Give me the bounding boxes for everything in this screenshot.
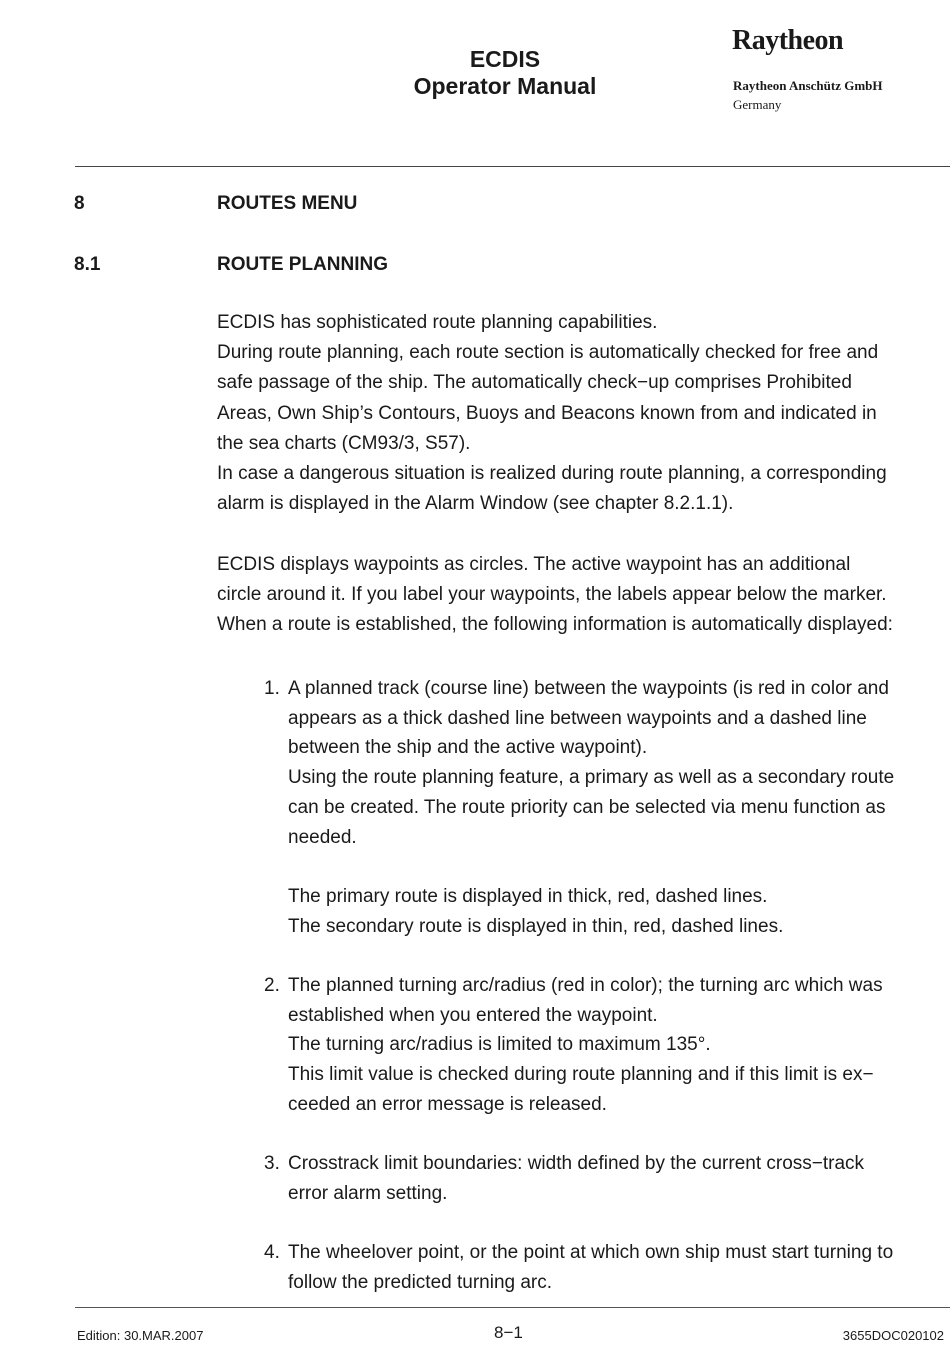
text-line: The planned turning arc/radius (red in color); the turning arc which was (288, 975, 883, 996)
company-country: Germany (733, 97, 782, 112)
body-text (217, 308, 947, 640)
list-item-number: 4. (264, 1242, 280, 1264)
text-line: established when you entered the waypoint. (288, 1004, 658, 1026)
text-line: Using the route planning feature, a primary as well as a secondary route (288, 767, 895, 789)
text-line: error alarm setting. (288, 1182, 448, 1204)
text-line: alarm is displayed in the Alarm Window (see chapter 8.2.1.1). (217, 493, 734, 515)
text-line: ceeded an error message is released. (288, 1093, 607, 1115)
footer-divider (75, 1307, 950, 1308)
text-line: ECDIS displays waypoints as circles. The active waypoint has an additional (217, 553, 851, 575)
text-line: between the ship and the active waypoint). (288, 737, 648, 759)
subsection-title: ROUTE PLANNING (217, 254, 388, 275)
edition-date: Edition: 30.MAR.2007 (77, 1328, 204, 1343)
section-title: ROUTES MENU (217, 193, 358, 214)
text-line: circle around it. If you label your waypoints, the labels appear below the marker. (217, 583, 887, 605)
text-line: the sea charts (CM93/3, S57). (217, 432, 471, 454)
text-line: needed. (288, 826, 357, 848)
paragraph-intro (217, 308, 947, 519)
raytheon-logo: Raytheon (732, 25, 844, 56)
text-line: follow the predicted turning arc. (288, 1272, 553, 1293)
paragraph-waypoints (217, 550, 947, 641)
title-line-1: ECDIS (469, 46, 541, 72)
text-line: can be created. The route priority can be selected via menu function as (288, 796, 886, 818)
text-line: safe passage of the ship. The automatically check−up comprises Prohibited (217, 372, 852, 394)
list-item (217, 1238, 947, 1297)
list-item (217, 674, 947, 941)
text-line: ECDIS has sophisticated route planning capabilities. (217, 312, 658, 333)
text-line: A planned track (course line) between the waypoints (is red in color and (288, 678, 889, 699)
list-item-number: 2. (264, 975, 280, 996)
document-number: 3655DOC020102 (842, 1328, 944, 1343)
text-line: Areas, Own Ship’s Contours, Buoys and Beacons known from and indicated in (217, 402, 877, 424)
text-line: The primary route is displayed in thick, red, dashed lines. (288, 885, 768, 907)
header-divider (75, 166, 950, 167)
text-line: Crosstrack limit boundaries: width defined by the current cross−track (288, 1153, 865, 1175)
document-title (380, 46, 630, 100)
numbered-list (217, 674, 947, 1298)
list-item (217, 971, 947, 1120)
company-name: Raytheon Anschütz GmbH (733, 78, 883, 93)
list-item-number: 3. (264, 1153, 280, 1175)
text-line: When a route is established, the following information is automatically displayed: (217, 614, 893, 636)
list-item-number: 1. (264, 678, 280, 699)
text-line: The turning arc/radius is limited to maximum 135°. (288, 1034, 711, 1056)
text-line: This limit value is checked during route planning and if this limit is ex− (288, 1064, 874, 1086)
list-item (217, 1149, 947, 1208)
text-line: During route planning, each route section is automatically checked for free and (217, 342, 879, 364)
text-line: In case a dangerous situation is realized during route planning, a corresponding (217, 463, 887, 485)
page-number: 8−1 (494, 1323, 523, 1342)
subsection-number: 8.1 (74, 254, 101, 275)
text-line: The wheelover point, or the point at which own ship must start turning to (288, 1242, 894, 1264)
title-line-2: Operator Manual (413, 73, 597, 99)
section-number: 8 (74, 193, 85, 214)
text-line: appears as a thick dashed line between waypoints and a dashed line (288, 707, 867, 729)
text-line: The secondary route is displayed in thin, red, dashed lines. (288, 915, 784, 937)
